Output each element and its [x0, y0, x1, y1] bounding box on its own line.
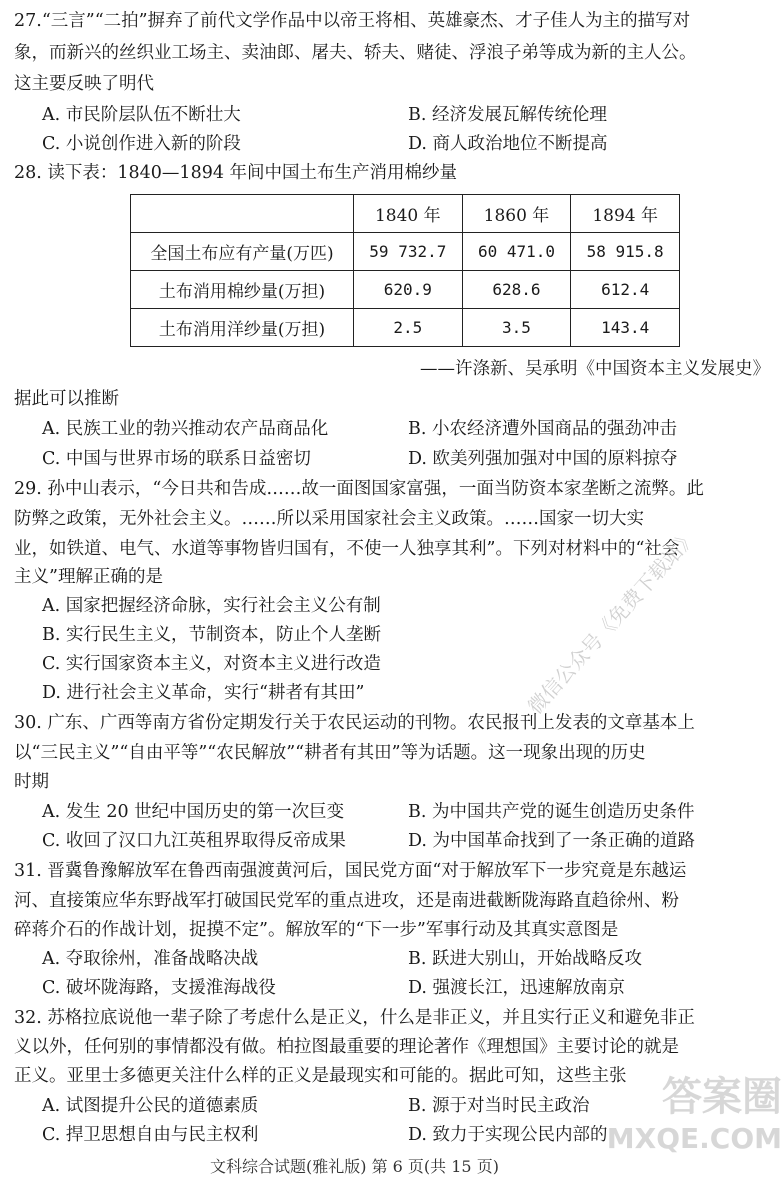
q27-option-a: A. 市民阶层队伍不断壮大	[42, 105, 241, 125]
table-cell: 59 732.7	[354, 233, 463, 271]
cotton-yarn-table	[130, 194, 680, 347]
table-source-citation: ——许涤新、吴承明《中国资本主义发展史》	[420, 359, 770, 379]
q27-option-d: D. 商人政治地位不断提高	[408, 134, 608, 154]
logo-url-text: MXQE.COM	[606, 1122, 782, 1155]
table-row-label: 土布消用棉纱量(万担)	[131, 271, 354, 309]
table-header-row	[131, 195, 680, 233]
site-logo	[592, 1076, 782, 1171]
q31-option-c: C. 破坏陇海路，支援淮海战役	[42, 978, 276, 998]
table-row	[131, 233, 680, 271]
table-cell: 620.9	[354, 271, 463, 309]
q29-stem-line-2: 防弊之政策，无外社会主义。……所以采用国家社会主义政策。……国家一切大实	[14, 509, 644, 529]
q29-stem-line-1: 29. 孙中山表示，“今日共和告成……故一面图国家富强，一面当防资本家垄断之流弊。此	[14, 479, 704, 499]
q31-stem-line-2: 河、直接策应华东野战军打破国民党军的重点进攻，还是南进截断陇海路直趋徐州、粉	[14, 891, 679, 911]
q28-option-c: C. 中国与世界市场的联系日益密切	[42, 449, 311, 469]
q30-stem-line-3: 时期	[14, 772, 49, 792]
table-header-cell: 1860 年	[462, 195, 571, 233]
q32-stem-line-2: 义以外，任何别的事情都没有做。柏拉图最重要的理论著作《理想国》主要讨论的就是	[14, 1037, 679, 1057]
q28-lead: 据此可以推断	[14, 389, 119, 409]
watermark-text: 微信公众号《免费下载站》	[522, 524, 702, 719]
q32-option-d: D. 致力于实现公民内部的	[408, 1125, 608, 1145]
page-footer: 文科综合试题(雅礼版) 第 6 页(共 15 页)	[210, 1157, 499, 1176]
q27-stem-line-2: 象，而新兴的丝织业工场主、卖油郎、屠夫、轿夫、赌徒、浮浪子弟等成为新的主人公。	[14, 43, 697, 63]
q29-option-d: D. 进行社会主义革命，实行“耕者有其田”	[42, 683, 365, 703]
q28-option-b: B. 小农经济遭外国商品的强劲冲击	[408, 419, 677, 439]
q31-stem-line-3: 碎蒋介石的作战计划，捉摸不定”。解放军的“下一步”军事行动及其真实意图是	[14, 920, 619, 940]
table-cell: 58 915.8	[571, 233, 680, 271]
q28-option-a: A. 民族工业的勃兴推动农产品商品化	[42, 419, 329, 439]
q32-option-c: C. 捍卫思想自由与民主权利	[42, 1125, 259, 1145]
table-cell: 60 471.0	[462, 233, 571, 271]
q30-option-d: D. 为中国革命找到了一条正确的道路	[408, 831, 696, 851]
q29-stem-line-4: 主义”理解正确的是	[14, 567, 163, 587]
q29-option-a: A. 国家把握经济命脉，实行社会主义公有制	[42, 596, 381, 616]
q31-option-a: A. 夺取徐州，准备战略决战	[42, 949, 259, 969]
table-cell: 612.4	[571, 271, 680, 309]
q27-stem-line-1: 27.“三言”“二拍”摒弃了前代文学作品中以帝王将相、英雄豪杰、才子佳人为主的描写对	[14, 11, 691, 31]
q30-option-a: A. 发生 20 世纪中国历史的第一次巨变	[42, 802, 345, 822]
q30-option-c: C. 收回了汉口九江英租界取得反帝成果	[42, 831, 346, 851]
q31-option-d: D. 强渡长江，迅速解放南京	[408, 978, 626, 998]
q29-option-b: B. 实行民生主义，节制资本，防止个人垄断	[42, 625, 381, 645]
q32-option-a: A. 试图提升公民的道德素质	[42, 1096, 259, 1116]
q30-stem-line-1: 30. 广东、广西等南方省份定期发行关于农民运动的刊物。农民报刊上发表的文章基本上	[14, 713, 695, 733]
logo-main-text: 答案圈	[662, 1074, 782, 1120]
table-cell: 3.5	[462, 309, 571, 347]
q32-stem-line-1: 32. 苏格拉底说他一辈子除了考虑什么是正义，什么是非正义，并且实行正义和避免非正	[14, 1008, 695, 1028]
q27-option-c: C. 小说创作进入新的阶段	[42, 134, 241, 154]
q29-stem-line-3: 业，如铁道、电气、水道等事物皆归国有，不使一人独享其利”。下列对材料中的“社会	[14, 539, 680, 559]
q27-stem-line-3: 这主要反映了明代	[14, 74, 154, 94]
table-header-cell	[131, 195, 354, 233]
q29-option-c: C. 实行国家资本主义，对资本主义进行改造	[42, 654, 381, 674]
q32-stem-line-3: 正义。亚里士多德更关注什么样的正义是最现实和可能的。据此可知，这些主张	[14, 1066, 627, 1086]
table-row-label: 全国土布应有产量(万匹)	[131, 233, 354, 271]
table-row	[131, 309, 680, 347]
q32-option-b: B. 源于对当时民主政治	[408, 1096, 590, 1116]
q28-option-d: D. 欧美列强加强对中国的原料掠夺	[408, 449, 678, 469]
q27-option-b: B. 经济发展瓦解传统伦理	[408, 105, 607, 125]
q31-option-b: B. 跃进大别山，开始战略反攻	[408, 949, 642, 969]
table-header-cell: 1840 年	[354, 195, 463, 233]
table-row-label: 土布消用洋纱量(万担)	[131, 309, 354, 347]
q28-stem: 28. 读下表：1840—1894 年间中国土布生产消用棉纱量	[14, 163, 458, 183]
table-cell: 628.6	[462, 271, 571, 309]
table-header-cell: 1894 年	[571, 195, 680, 233]
q30-stem-line-2: 以“三民主义”“自由平等”“农民解放”“耕者有其田”等为话题。这一现象出现的历史	[14, 743, 646, 763]
table-cell: 2.5	[354, 309, 463, 347]
table-row	[131, 271, 680, 309]
q31-stem-line-1: 31. 晋冀鲁豫解放军在鲁西南强渡黄河后，国民党方面“对于解放军下一步究竟是东越运	[14, 861, 687, 881]
table-cell: 143.4	[571, 309, 680, 347]
q30-option-b: B. 为中国共产党的诞生创造历史条件	[408, 802, 695, 822]
